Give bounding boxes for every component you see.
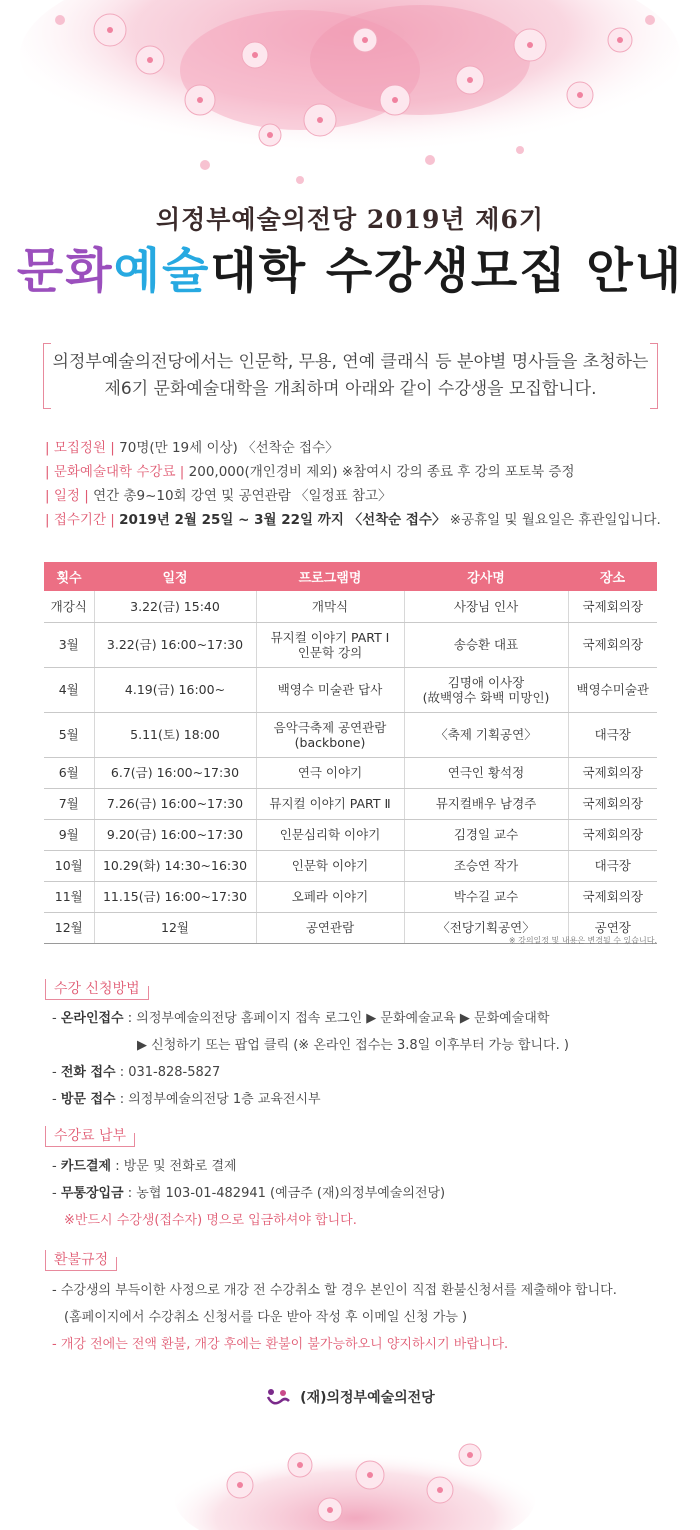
- table-row: [44, 881, 657, 912]
- table-row: [44, 850, 657, 881]
- table-cell: 6월: [44, 757, 94, 788]
- table-cell: 7.26(금) 16:00~17:30: [94, 788, 256, 819]
- table-cell: 3.22(금) 15:40: [94, 591, 256, 622]
- payment-bank-note: ※반드시 수강생(접수자) 명으로 입금하셔야 합니다.: [64, 1213, 357, 1228]
- info-label: | 접수기간 |: [45, 512, 115, 528]
- table-cell: 국제회의장: [568, 591, 657, 622]
- info-list: [45, 436, 665, 532]
- table-cell: 5.11(토) 18:00: [94, 712, 256, 757]
- table-cell: 〈전당기획공연〉: [404, 912, 568, 943]
- table-cell: 국제회의장: [568, 881, 657, 912]
- heading-border: [45, 1126, 135, 1147]
- info-value: 70명(만 19세 이상) 〈선착순 접수〉: [119, 440, 339, 456]
- table-row: [44, 667, 657, 712]
- header-cell: 강사명: [404, 562, 568, 591]
- apply-phone-text: : 031-828-5827: [115, 1065, 221, 1080]
- apply-visit-text: : 의정부예술의전당 1층 교육전시부: [115, 1092, 321, 1107]
- payment-body: [52, 1153, 672, 1234]
- table-cell: 9.20(금) 16:00~17:30: [94, 819, 256, 850]
- table-cell: 대극장: [568, 712, 657, 757]
- table-row: [44, 757, 657, 788]
- apply-body: [52, 1005, 672, 1113]
- bottom-blossom-decoration: [0, 1415, 700, 1530]
- table-cell: 국제회의장: [568, 819, 657, 850]
- header-cell: 프로그램명: [256, 562, 404, 591]
- top-blossom-decoration: [0, 0, 700, 200]
- schedule-note: ※ 강의일정 및 내용은 변경될 수 있습니다.: [508, 936, 657, 945]
- section-heading-text: 수강 신청방법: [54, 981, 140, 997]
- intro-box: [43, 343, 658, 409]
- table-cell: 사장님 인사: [404, 591, 568, 622]
- table-cell: 국제회의장: [568, 757, 657, 788]
- table-cell: 송승환 대표: [404, 622, 568, 667]
- intro-bracket-right: [650, 343, 658, 409]
- apply-online-text: : 의정부예술의전당 홈페이지 접속 로그인 ▶ 문화예술교육 ▶ 문화예술대학: [123, 1011, 550, 1026]
- table-cell: 음악극축제 공연관람 (backbone): [256, 712, 404, 757]
- table-cell: 인문심리학 이야기: [256, 819, 404, 850]
- table-cell: 뮤지컬 이야기 PART Ⅰ 인문학 강의: [256, 622, 404, 667]
- table-cell: 10월: [44, 850, 94, 881]
- heading-border: [45, 1250, 117, 1271]
- payment-bank-label: 무통장입금: [60, 1186, 124, 1201]
- info-label: | 일정 |: [45, 488, 89, 504]
- refund-line-3: - 개강 전에는 전액 환불, 개강 후에는 환불이 불가능하오니 양지하시기 바랍니다.: [52, 1337, 509, 1352]
- info-fee: [45, 460, 665, 484]
- subtitle: 의정부예술의전당 2019년 제6기: [155, 205, 545, 234]
- heading-border-tick: [148, 986, 149, 1000]
- header-cell: 장소: [568, 562, 657, 591]
- table-cell: 11.15(금) 16:00~17:30: [94, 881, 256, 912]
- table-cell: 연극인 황석정: [404, 757, 568, 788]
- table-cell: 12월: [94, 912, 256, 943]
- footer-logo: [0, 1387, 700, 1409]
- info-value-bold: 2019년 2월 25일 ~ 3월 22일 까지 〈선착순 접수〉: [119, 512, 446, 528]
- payment-bank-text: : 농협 103-01-482941 (예금주 (재)의정부예술의전당): [123, 1186, 446, 1201]
- schedule-table: [44, 562, 657, 944]
- info-capacity: [45, 436, 665, 460]
- table-cell: 백영수미술관: [568, 667, 657, 712]
- info-label: | 문화예술대학 수강료 |: [45, 464, 185, 480]
- table-cell: 공연장: [568, 912, 657, 943]
- table-cell: 3.22(금) 16:00~17:30: [94, 622, 256, 667]
- section-heading-apply: [45, 979, 149, 1000]
- table-body: [44, 591, 657, 943]
- section-heading-payment: [45, 1126, 135, 1147]
- table-cell: 4월: [44, 667, 94, 712]
- table-row: [44, 622, 657, 667]
- table-row: [44, 819, 657, 850]
- heading-border: [45, 979, 149, 1000]
- intro-bracket-left: [43, 343, 51, 409]
- table-cell: 3월: [44, 622, 94, 667]
- table-cell: 국제회의장: [568, 788, 657, 819]
- intro-line-2: 제6기 문화예술대학을 개최하며 아래와 같이 수강생을 모집합니다.: [104, 379, 597, 399]
- table-cell: 〈축제 기획공연〉: [404, 712, 568, 757]
- payment-card: - 카드결제 : 방문 및 전화로 결제: [52, 1159, 237, 1174]
- table-cell: 5월: [44, 712, 94, 757]
- table-cell: 11월: [44, 881, 94, 912]
- refund-body: [52, 1277, 672, 1358]
- table-row: [44, 788, 657, 819]
- info-schedule: [45, 484, 665, 508]
- table-cell: 7월: [44, 788, 94, 819]
- table-cell: 김명애 이사장 (故백영수 화백 미망인): [404, 667, 568, 712]
- heading-border-tick: [116, 1257, 117, 1271]
- table-cell: 공연관람: [256, 912, 404, 943]
- refund-line-1: - 수강생의 부득이한 사정으로 개강 전 수강취소 할 경우 본인이 직접 환불신청서를 제출해야 합니다.: [52, 1283, 617, 1298]
- refund-line-2: (홈페이지에서 수강취소 신청서를 다운 받아 작성 후 이메일 신청 가능 ): [64, 1310, 468, 1325]
- table-cell: 대극장: [568, 850, 657, 881]
- payment-card-label: 카드결제: [60, 1159, 112, 1174]
- table-cell: 10.29(화) 14:30~16:30: [94, 850, 256, 881]
- table-cell: 뮤지컬배우 남경주: [404, 788, 568, 819]
- table-cell: 뮤지컬 이야기 PART Ⅱ: [256, 788, 404, 819]
- org-logo-icon: [265, 1387, 291, 1409]
- payment-card-text: : 방문 및 전화로 결제: [111, 1159, 237, 1174]
- section-heading-text: 수강료 납부: [54, 1128, 127, 1144]
- table-cell: 인문학 이야기: [256, 850, 404, 881]
- page-title: [0, 238, 700, 304]
- title-part-culture: 문화: [16, 243, 114, 299]
- table-cell: 4.19(금) 16:00~: [94, 667, 256, 712]
- apply-online-cont: ▶ 신청하기 또는 팝업 클릭 (※ 온라인 접수는 3.8일 이후부터 가능 합니다. ): [137, 1038, 569, 1053]
- table-cell: 개강식: [44, 591, 94, 622]
- section-heading-refund: [45, 1250, 117, 1271]
- info-value: 연간 총9~10회 강연 및 공연관람 〈일정표 참고〉: [93, 488, 392, 504]
- table-cell: 백영수 미술관 답사: [256, 667, 404, 712]
- apply-online-label: 온라인접수: [60, 1011, 124, 1026]
- apply-visit: - 방문 접수 : 의정부예술의전당 1층 교육전시부: [52, 1092, 321, 1107]
- payment-bank: - 무통장입금 : 농협 103-01-482941 (예금주 (재)의정부예술의전당): [52, 1186, 446, 1201]
- table-cell: 오페라 이야기: [256, 881, 404, 912]
- info-value: 200,000(개인경비 제외) ※참여시 강의 종료 후 강의 포토북 증정: [188, 464, 575, 480]
- table-cell: 연극 이야기: [256, 757, 404, 788]
- title-part-art: 예술: [113, 243, 211, 299]
- info-value: ※공휴일 및 월요일은 휴관일입니다.: [449, 512, 661, 528]
- apply-online: - 온라인접수 : 의정부예술의전당 홈페이지 접속 로그인 ▶ 문화예술교육 ▶ 문화예술대학: [52, 1011, 550, 1026]
- title-part-rest: 대학 수강생모집 안내: [210, 243, 684, 299]
- apply-visit-label: 방문 접수: [60, 1092, 116, 1107]
- table-cell: 9월: [44, 819, 94, 850]
- table-cell: 조승연 작가: [404, 850, 568, 881]
- table-cell: 개막식: [256, 591, 404, 622]
- table-cell: 김경일 교수: [404, 819, 568, 850]
- info-label: | 모집정원 |: [45, 440, 115, 456]
- header-cell: 횟수: [44, 562, 94, 591]
- header-cell: 일정: [94, 562, 256, 591]
- apply-phone-label: 전화 접수: [60, 1065, 116, 1080]
- table-row: [44, 712, 657, 757]
- section-heading-text: 환불규정: [54, 1252, 109, 1268]
- table-cell: 국제회의장: [568, 622, 657, 667]
- intro-line-1: 의정부예술의전당에서는 인문학, 무용, 연예 클래식 등 분야별 명사들을 초청하는: [52, 352, 649, 372]
- table-cell: 박수길 교수: [404, 881, 568, 912]
- apply-phone: - 전화 접수 : 031-828-5827: [52, 1065, 221, 1080]
- info-period: [45, 508, 665, 532]
- table-header-row: [44, 562, 657, 591]
- table-cell: 6.7(금) 16:00~17:30: [94, 757, 256, 788]
- table-row: [44, 591, 657, 622]
- org-name: (재)의정부예술의전당: [300, 1390, 435, 1406]
- heading-border-tick: [134, 1133, 135, 1147]
- table-cell: 12월: [44, 912, 94, 943]
